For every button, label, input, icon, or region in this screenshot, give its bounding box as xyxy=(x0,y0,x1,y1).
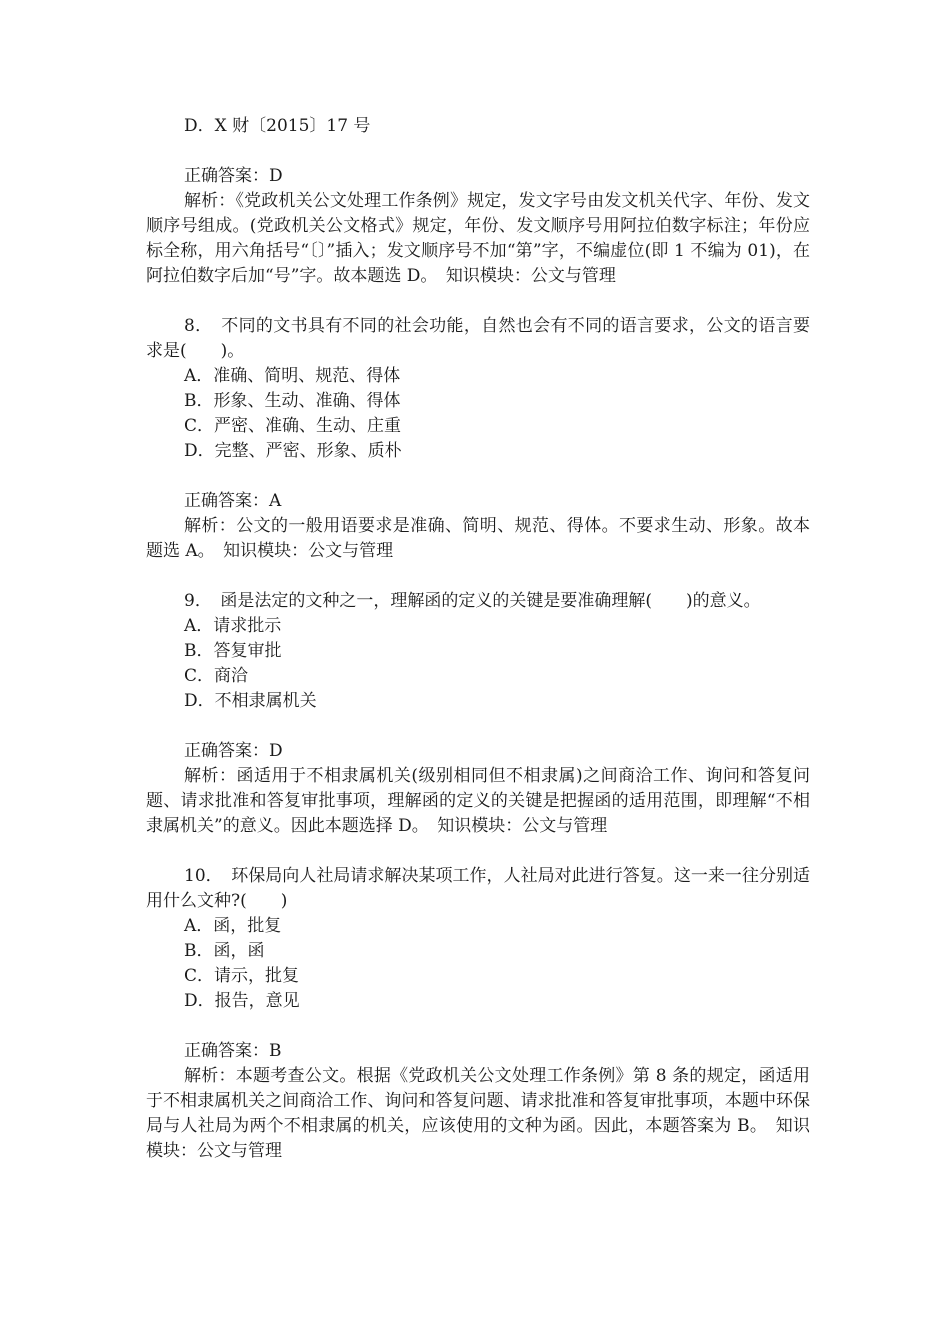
spacer xyxy=(146,139,810,164)
q9-option-b: B．答复审批 xyxy=(184,641,282,661)
q8-option-c: C．严密、准确、生动、庄重 xyxy=(184,416,402,436)
q7-answer: 正确答案：D xyxy=(184,166,283,186)
spacer xyxy=(146,714,810,739)
q10-option-d: D．报告，意见 xyxy=(184,991,300,1011)
spacer xyxy=(146,1014,810,1039)
spacer xyxy=(146,289,810,314)
q10-analysis: 解析：本题考查公文。根据《党政机关公文处理工作条例》第 8 条的规定，函适用于不相隶属机关之间商洽工作、询问和答复问题、请求批准和答复审批事项，本题中环保局与人社局为两个不相隶属的机关，应该使用的文种为函。因此，本题答案为 B。 知识模块：公文与管理 xyxy=(146,1066,810,1161)
q9-option-a: A．请求批示 xyxy=(184,616,282,636)
q9-analysis: 解析：函适用于不相隶属机关(级别相同但不相隶属)之间商洽工作、询问和答复问题、请求批准和答复审批事项，理解函的定义的关键是把握函的适用范围，即理解“不相隶属机关”的意义。因此本题选择 D。 知识模块：公文与管理 xyxy=(146,766,810,836)
q10-answer: 正确答案：B xyxy=(184,1041,282,1061)
spacer xyxy=(146,839,810,864)
q9-answer: 正确答案：D xyxy=(184,741,283,761)
q8-option-b: B．形象、生动、准确、得体 xyxy=(184,391,401,411)
q9-option-d: D．不相隶属机关 xyxy=(184,691,317,711)
q8-answer: 正确答案：A xyxy=(184,491,282,511)
document-page xyxy=(146,114,810,1164)
q9-option-c: C．商洽 xyxy=(184,666,249,686)
previous-option-d: D．X 财〔2015〕17 号 xyxy=(184,116,371,136)
q9-stem: 9． 函是法定的文种之一，理解函的定义的关键是要准确理解( )的意义。 xyxy=(184,591,761,611)
q8-stem: 8． 不同的文书具有不同的社会功能，自然也会有不同的语言要求，公文的语言要求是( )。 xyxy=(146,316,810,361)
q7-analysis: 解析：《党政机关公文处理工作条例》规定，发文字号由发文机关代字、年份、发文顺序号组成。(党政机关公文格式》规定，年份、发文顺序号用阿拉伯数字标注；年份应标全称，用六角括号“〔〕”插入；发文顺序号不加“第”字，不编虚位(即 1 不编为 01)，在阿拉伯数字后加“号”字。故本题选 D。 知识模块：公文与管理 xyxy=(146,191,810,286)
q10-option-a: A．函，批复 xyxy=(184,916,282,936)
q10-option-b: B．函，函 xyxy=(184,941,265,961)
q10-option-c: C．请示，批复 xyxy=(184,966,300,986)
q8-analysis: 解析：公文的一般用语要求是准确、简明、规范、得体。不要求生动、形象。故本题选 A。 知识模块：公文与管理 xyxy=(146,516,810,561)
spacer xyxy=(146,564,810,589)
spacer xyxy=(146,464,810,489)
q8-option-d: D．完整、严密、形象、质朴 xyxy=(184,441,402,461)
q8-option-a: A．准确、简明、规范、得体 xyxy=(184,366,401,386)
q10-stem: 10． 环保局向人社局请求解决某项工作，人社局对此进行答复。这一来一往分别适用什么文种?( ) xyxy=(146,866,810,911)
